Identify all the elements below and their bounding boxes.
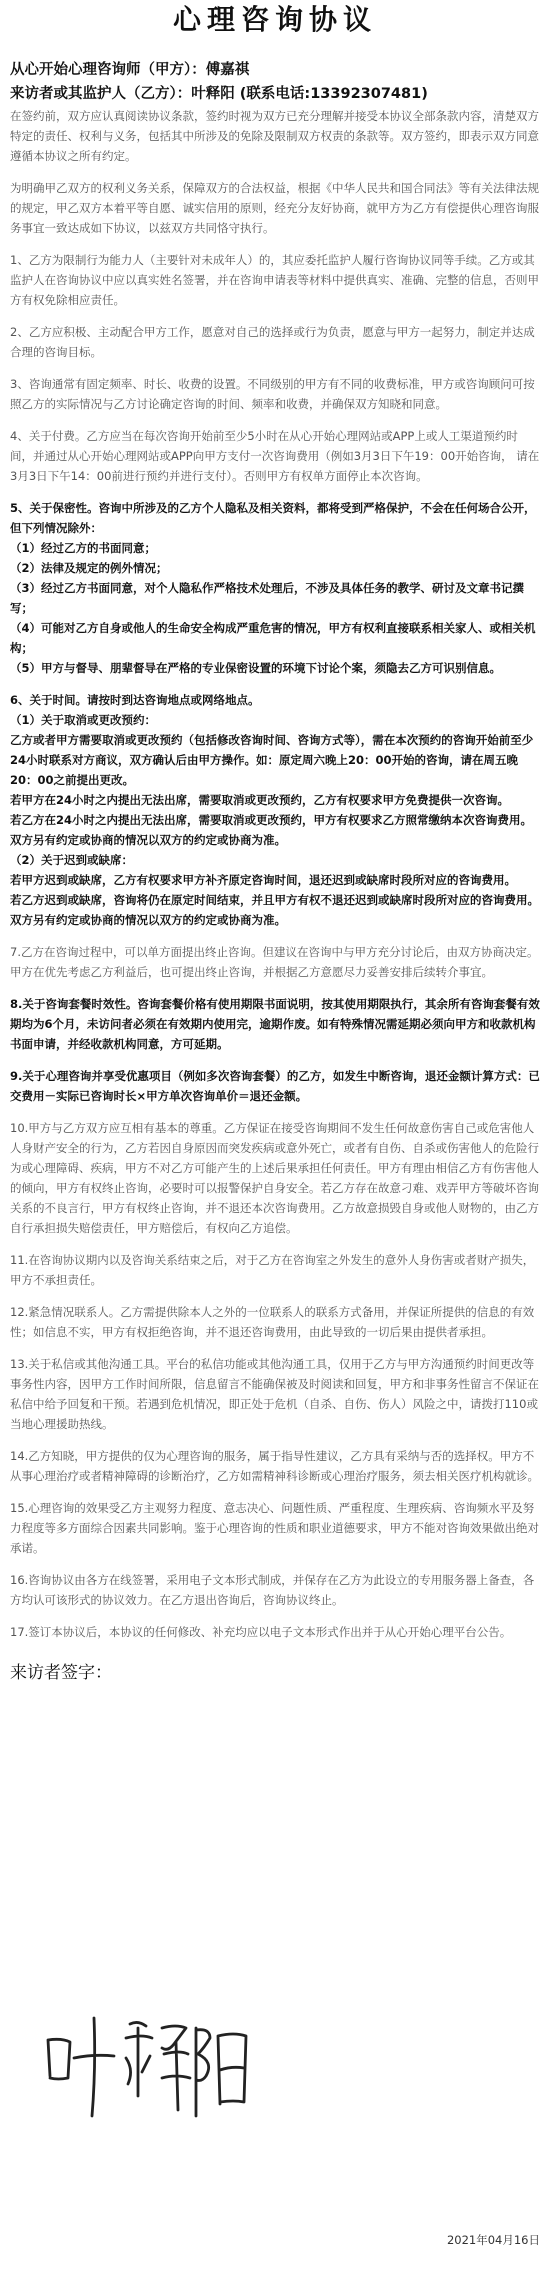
- handwritten-signature: [34, 1998, 264, 2138]
- paragraph-spacer: [10, 1238, 540, 1250]
- agreement-paragraph: 12.紧急情况联系人。乙方需提供除本人之外的一位联系人的联系方式备用，并保证所提供的信息的有效性；如信息不实，甲方有权拒绝咨询，并不退还咨询费用，由此导致的一切后果由提供者承担。: [10, 1305, 535, 1339]
- agreement-paragraph: 1、乙方为限制行为能力人（主要针对未成年人）的，其应委托监护人履行咨询协议同等手续。乙方或其监护人在咨询协议中应以真实姓名签署，并在咨询申请表等材料中提供真实、准确、完整的信息，否则甲方有权免除相应责任。: [10, 253, 539, 307]
- agreement-paragraph: 14.乙方知晓，甲方提供的仅为心理咨询的服务，属于指导性建议，乙方具有采纳与否的选择权。甲方不从事心理治疗或者精神障碍的诊断治疗，乙方如需精神科诊断或心理治疗服务，须去相关医疗机构就诊。: [10, 1449, 539, 1483]
- agreement-paragraph: 双方另有约定或协商的情况以双方的约定或协商为准。: [10, 833, 286, 847]
- page-title: 心理咨询协议: [172, 3, 377, 36]
- paragraph-spacer: [10, 166, 540, 178]
- agreement-paragraph: 在签约前，双方应认真阅读协议条款，签约时视为双方已充分理解并接受本协议全部条款内容，清楚双方特定的责任、权利与义务，包括其中所涉及的免除及限制双方权责的条款等。双方签约，即表示双方同意遵循本协议之所有约定。: [10, 109, 539, 163]
- paragraph-spacer: [10, 1054, 540, 1066]
- paragraph-spacer: [10, 1434, 540, 1446]
- paragraph-spacer: [10, 238, 540, 250]
- agreement-paragraph: 13.关于私信或其他沟通工具。平台的私信功能或其他沟通工具，仅用于乙方与甲方沟通预约时间更改等事务性内容，因甲方工作时间所限，信息留言不能确保被及时阅读和回复，甲方和非事务性留言不保证在私信中给予回复和干预。若遇到危机情况，即正处于危机（自杀、自伤、伤人）风险之中，请拨打110或当地心理援助热线。: [10, 1357, 539, 1431]
- paragraph-spacer: [10, 982, 540, 994]
- agreement-paragraph: 2、乙方应积极、主动配合甲方工作，愿意对自己的选择或行为负责，愿意与甲方一起努力，制定并达成合理的咨询目标。: [10, 325, 535, 359]
- paragraph-spacer: [10, 1486, 540, 1498]
- agreement-paragraph: 15.心理咨询的效果受乙方主观努力程度、意志决心、问题性质、严重程度、生理疾病、咨询频水平及努力程度等多方面综合因素共同影响。鉴于心理咨询的性质和职业道德要求，甲方不能对咨询效果做出绝对承诺。: [10, 1501, 539, 1555]
- agreement-paragraph: 双方另有约定或协商的情况以双方的约定或协商为准。: [10, 913, 286, 927]
- agreement-paragraph: 为明确甲乙双方的权利义务关系，保障双方的合法权益，根据《中华人民共和国合同法》等有关法律法规的规定，甲乙双方本着平等自愿、诚实信用的原则，经充分友好协商，就甲方为乙方有偿提供心理咨询服务事宜一致达成如下协议，以兹双方共同恪守执行。: [10, 181, 539, 235]
- paragraph-spacer: [10, 310, 540, 322]
- agreement-paragraph: 4、关于付费。乙方应当在每次咨询开始前至少5小时在从心开始心理网站或APP上或人工渠道预约时间，并通过从心开始心理网站或APP向甲方支付一次咨询费用（例如3月3日下午19：00开始咨询， 请在3月3日下午14：00前进行预约并进行支付）。否则甲方有权单方面停止本次咨询。: [10, 429, 540, 483]
- agreement-paragraph: （2）法律及规定的例外情况；: [10, 561, 168, 575]
- agreement-paragraph: 5、关于保密性。咨询中所涉及的乙方个人隐私及相关资料，都将受到严格保护，不会在任何场合公开，但下列情况除外：: [10, 501, 536, 535]
- agreement-paragraph: （5）甲方与督导、朋辈督导在严格的专业保密设置的环境下讨论个案，须隐去乙方可识别信息。: [10, 661, 501, 675]
- paragraph-spacer: [10, 1610, 540, 1622]
- agreement-paragraph: （3）经过乙方书面同意，对个人隐私作严格技术处理后，不涉及具体任务的教学、研讨及文章书记撰写；: [10, 581, 524, 615]
- agreement-body: [10, 106, 540, 1654]
- paragraph-spacer: [10, 1106, 540, 1118]
- agreement-paragraph: 若乙方在24小时之内提出无法出席，需要取消或更改预约，甲方有权要求乙方照常缴纳本次咨询费用。: [10, 813, 532, 827]
- agreement-paragraph: 16.咨询协议由各方在线签署，采用电子文本形式制成，并保存在乙方为此设立的专用服务器上备查，各方均认可该形式的协议效力。在乙方退出咨询后，咨询协议终止。: [10, 1573, 535, 1607]
- agreement-paragraph: 6、关于时间。请按时到达咨询地点或网络地点。: [10, 693, 260, 707]
- paragraph-spacer: [10, 486, 540, 498]
- paragraph-spacer: [10, 362, 540, 374]
- paragraph-spacer: [10, 1290, 540, 1302]
- agreement-paragraph: （2）关于迟到或缺席：: [10, 853, 134, 867]
- party-b-line: 来访者或其监护人（乙方）：叶释阳 (联系电话:13392307481): [10, 86, 428, 102]
- agreement-paragraph: 若甲方在24小时之内提出无法出席，需要取消或更改预约，乙方有权要求甲方免费提供一次咨询。: [10, 793, 509, 807]
- agreement-paragraph: 若乙方迟到或缺席，咨询将仍在原定时间结束，并且甲方有权不退还迟到或缺席时段所对应的咨询费用。: [10, 893, 539, 907]
- agreement-paragraph: （1）经过乙方的书面同意；: [10, 541, 157, 555]
- paragraph-spacer: [10, 1642, 540, 1654]
- agreement-paragraph: （1）关于取消或更改预约：: [10, 713, 157, 727]
- agreement-paragraph: 7.乙方在咨询过程中，可以单方面提出终止咨询。但建议在咨询中与甲方充分讨论后，由双方协商决定。甲方在优先考虑乙方利益后，也可提出终止咨询，并根据乙方意愿尽力妥善安排后续转介事宜。: [10, 945, 539, 979]
- agreement-paragraph: 17.签订本协议后，本协议的任何修改、补充均应以电子文本形式作出并于从心开始心理平台公告。: [10, 1625, 512, 1639]
- agreement-paragraph: 11.在咨询协议期内以及咨询关系结束之后，对于乙方在咨询室之外发生的意外人身伤害或者财产损失，甲方不承担责任。: [10, 1253, 535, 1287]
- party-a-line: 从心开始心理咨询师（甲方）：傅嘉祺: [10, 62, 250, 78]
- paragraph-spacer: [10, 1342, 540, 1354]
- signing-date: 2021年04月16日: [446, 2233, 540, 2247]
- paragraph-spacer: [10, 1558, 540, 1570]
- agreement-paragraph: 若甲方迟到或缺席，乙方有权要求甲方补齐原定咨询时间，退还迟到或缺席时段所对应的咨询费用。: [10, 873, 516, 887]
- agreement-paragraph: 8.关于咨询套餐时效性。咨询套餐价格有使用期限书面说明，按其使用期限执行，其余所有咨询套餐有效期均为6个月，未访问者必须在有效期内使用完，逾期作废。如有特殊情况需延期必须向甲方和收款机构书面申请，并经收款机构同意，方可延期。: [10, 997, 540, 1051]
- agreement-paragraph: （4）可能对乙方自身或他人的生命安全构成严重危害的情况，甲方有权利直接联系相关家人、或相关机构；: [10, 621, 536, 655]
- agreement-paragraph: 3、咨询通常有固定频率、时长、收费的设置。不同级别的甲方有不同的收费标准，甲方或咨询顾问可按照乙方的实际情况与乙方讨论确定咨询的时间、频率和收费，并确保双方知晓和同意。: [10, 377, 535, 411]
- paragraph-spacer: [10, 414, 540, 426]
- paragraph-spacer: [10, 930, 540, 942]
- agreement-paragraph: 9.关于心理咨询并享受优惠项目（例如多次咨询套餐）的乙方，如发生中断咨询，退还金额计算方式：已交费用－实际已咨询时长×甲方单次咨询单价＝退还金额。: [10, 1069, 540, 1103]
- agreement-paragraph: 乙方或者甲方需要取消或更改预约（包括修改咨询时间、咨询方式等），需在本次预约的咨询开始前至少24小时联系对方商议，双方确认后由甲方操作。如：原定周六晚上20：00开始的咨询，请在周五晚20：00之前提出更改。: [10, 733, 534, 787]
- signature-label: 来访者签字：: [10, 1663, 112, 1683]
- paragraph-spacer: [10, 678, 540, 690]
- agreement-paragraph: 10.甲方与乙方双方应互相有基本的尊重。乙方保证在接受咨询期间不发生任何故意伤害自己或危害他人人身财产安全的行为，乙方若因自身原因而突发疾病或意外死亡，或者有自伤、自杀或伤害他人的危险行为或心理障碍、疾病，甲方不对乙方可能产生的上述后果承担任何责任。甲方有理由相信乙方有伤害他人的倾向，甲方有权终止咨询，必要时可以报警保护自身安全。若乙方存在故意刁难、戏弄甲方等破坏咨询关系的不良言行，甲方有权终止咨询，并不退还本次咨询费用。乙方故意损毁自身或他人财物的，由乙方自行承担损失赔偿责任，甲方赔偿后，有权向乙方追偿。: [10, 1121, 539, 1235]
